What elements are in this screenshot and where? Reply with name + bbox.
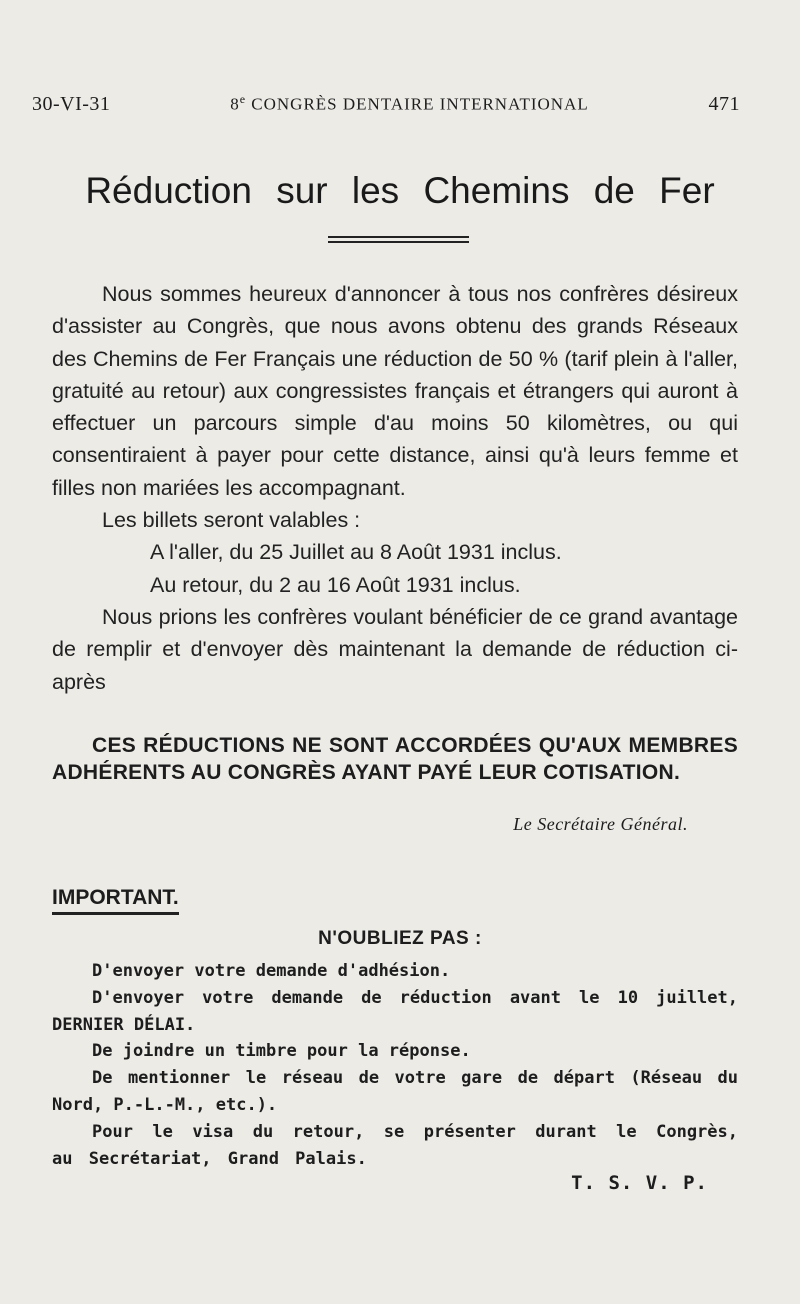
list-item: De joindre un timbre pour la réponse. [92,1041,471,1062]
noubliez-heading: N'OUBLIEZ PAS : [318,928,482,949]
reminder-list [52,958,738,1172]
list-item: D'envoyer votre demande d'adhésion. [92,961,451,981]
tsvp-note: T. S. V. P. [571,1172,708,1194]
header-congress-title: 8e CONGRÈS DENTAIRE INTERNATIONAL [230,92,589,114]
important-heading: IMPORTANT. [52,886,179,915]
caps-notice: CES RÉDUCTIONS NE SONT ACCORDÉES QU'AUX MEMBRES ADHÉRENTS AU CONGRÈS AYANT PAYÉ LEUR COTISATION. [52,734,738,784]
aller-line: A l'aller, du 25 Juillet au 8 Août 1931 inclus. [150,540,562,565]
page-title: Réduction sur les Chemins de Fer [85,170,715,211]
header-date: 30-VI-31 [32,92,111,115]
retour-line: Au retour, du 2 au 16 Août 1931 inclus. [150,572,521,597]
title-divider [328,236,469,238]
prions-paragraph: Nous prions les confrères voulant bénéficier de ce grand avantage de remplir et d'envoyer dès maintenant la demande de réduction ci-après [52,604,738,694]
title-divider-second [328,241,469,243]
list-item: Pour le visa du retour, se présenter durant le Congrès, au Secrétariat, Grand Palais. [52,1121,738,1169]
list-item: De mentionner le réseau de votre gare de départ (Réseau du Nord, P.-L.-M., etc.). [52,1068,738,1115]
billets-paragraph: Les billets seront valables : [102,508,361,533]
main-text [52,278,738,698]
page-header [32,92,740,116]
signature: Le Secrétaire Général. [513,814,688,834]
intro-paragraph: Nous sommes heureux d'annoncer à tous nos confrères désireux d'assister au Congrès, que nous avons obtenu des grands Réseaux des Chemins de Fer Français une réduction de 50 % (tarif plein à l'aller, gratuité au retour) aux congressistes français et étrangers qui auront à effectuer un parcours simple d'au moins 50 kilomètres, ou qui consentiraient à payer pour cette distance, ainsi qu'à leurs femme et filles non mariées les accompagnant. [52,282,738,500]
page-number: 471 [708,92,740,115]
list-item: D'envoyer votre demande de réduction avant le 10 juillet, DERNIER DÉLAI. [52,987,738,1035]
